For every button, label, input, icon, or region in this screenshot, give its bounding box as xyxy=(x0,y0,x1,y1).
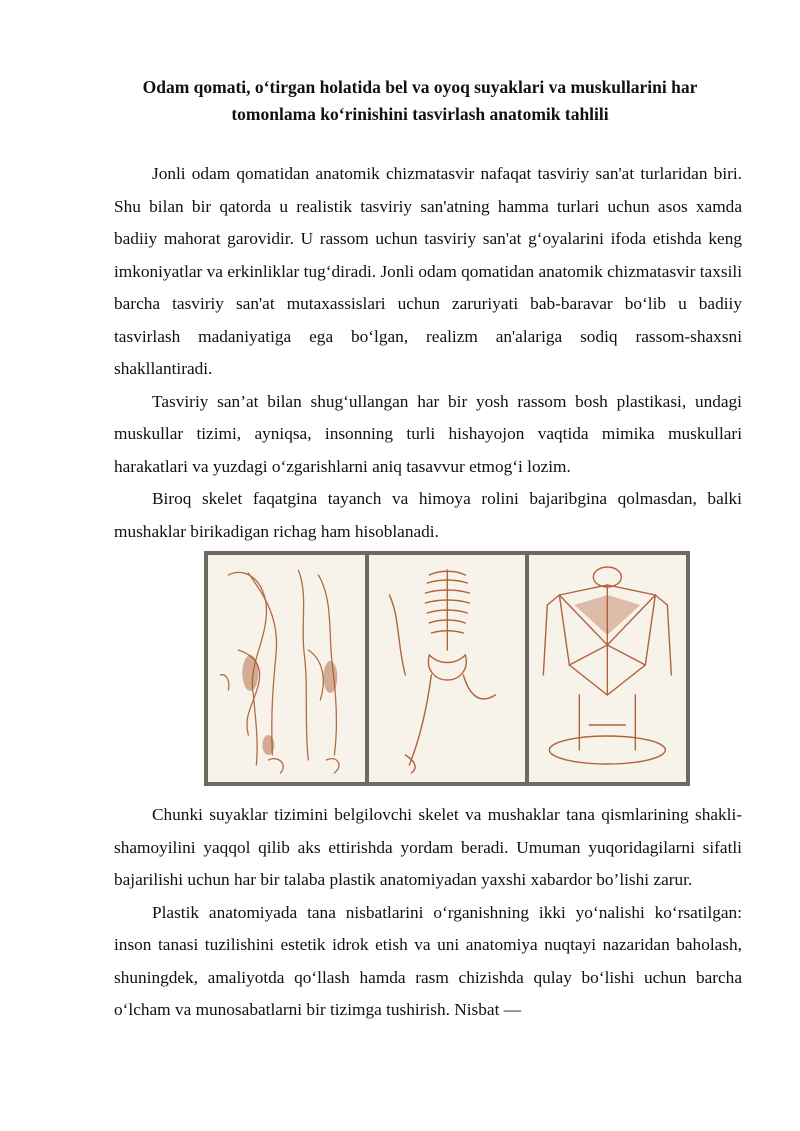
anatomy-sketch-figure xyxy=(204,551,690,786)
text-block-continued xyxy=(114,799,742,1027)
page-title: Odam qomati, o‘tirgan holatida bel va oyoq suyaklari va muskullarini har tomonlama ko‘rinishini tasvirlash anatomik tahlili xyxy=(142,77,698,124)
paragraph: Plastik anatomiyada tana nisbatlarini o‘rganishning ikki yo‘nalishi ko‘rsatilgan: inson tanasi tuzilishini estetik idrok etish va uni anatomiya nuqtayi nazaridan baholash, shuningdek, amaliyotda qo‘llash hamda rasm chizishda qulay bo‘lishi uchun barcha o‘lcham va munosabatlarni bir tizimga tushirish. Nisbat — xyxy=(114,902,742,1019)
torso-sketch-illustration xyxy=(529,555,686,782)
skeleton-sketch-illustration xyxy=(369,555,526,782)
paragraph: Jonli odam qomatidan anatomik chizmatasvir nafaqat tasviriy san'at turlaridan biri. Shu bilan bir qatorda u realistik tasviriy san'atning hamma turlari uchun asos xamda badiiy mahorat garovidir. U rassom uchun tasviriy san'at g‘oyalarini ifoda etishda keng imkoniyatlar va erkinliklar tug‘diradi. Jonli odam qomatidan anatomik chizmatasvir taxsili barcha tasviriy san'at mutaxassislari uchun zaruriyati bab-baravar bo‘lib u badiiy tasvirlash madaniyatiga ega bo‘lgan, realizm an'alariga sodiq rassom-shaxsni shakllantiradi. xyxy=(114,164,742,378)
text-block-intro xyxy=(114,158,742,548)
sketch-panel-torso xyxy=(529,555,686,782)
sketch-panel-legs xyxy=(208,555,365,782)
legs-sketch-illustration xyxy=(208,555,365,782)
paragraph: Biroq skelet faqatgina tayanch va himoya rolini bajaribgina qolmasdan, balki mushaklar birikadigan richag ham hisoblanadi. xyxy=(114,489,742,541)
paragraph: Chunki suyaklar tizimini belgilovchi skelet va mushaklar tana qismlarining shakli-shamoyilini yaqqol qilib aks ettirishda yordam beradi. Umuman yuqoridagilarni sifatli bajarilishi uchun har bir talaba plastik anatomiyadan yaxshi xabardor bo’lishi zarur. xyxy=(114,805,742,889)
paragraph: Tasviriy san’at bilan shug‘ullangan har bir yosh rassom bosh plastikasi, undagi muskullar tizimi, ayniqsa, insonning turli hishayojon vaqtida mimika muskullari harakatlari va yuzdagi o‘zgarishlarni aniq tasavvur etmog‘i lozim. xyxy=(114,391,742,476)
sketch-panel-skeleton xyxy=(369,555,526,782)
